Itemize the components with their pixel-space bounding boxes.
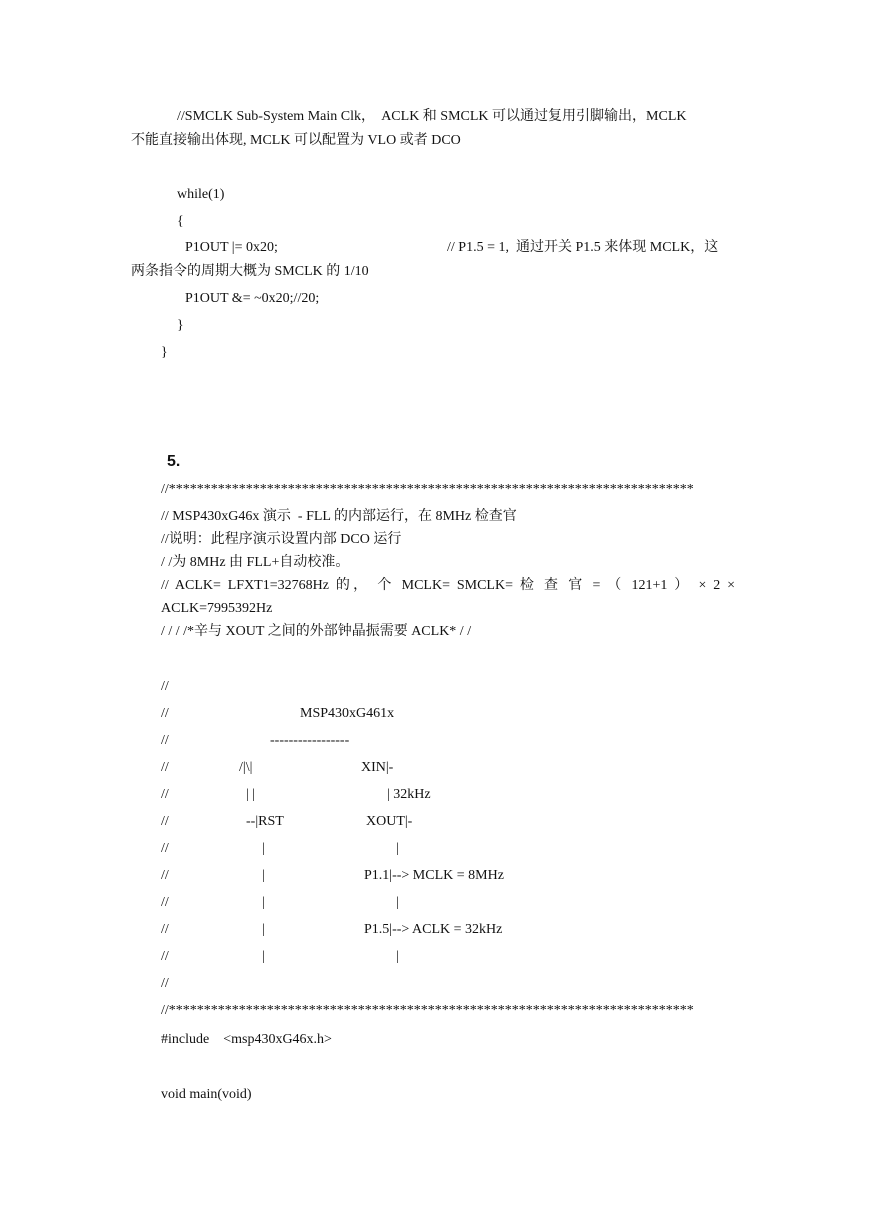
- diagram-p11-mclk: P1.1|--> MCLK = 8MHz: [364, 868, 504, 883]
- desc-line1: // MSP430xG46x 演示 - FLL 的内部运行，在 8MHz 检查官: [161, 509, 517, 524]
- open-brace: {: [177, 214, 184, 229]
- diagram-rst-symbol: /|\|: [239, 760, 253, 775]
- desc-line4: // ACLK= LFXT1=32768Hz 的， 个 MCLK= SMCLK= 检 查 官 = （ 121+1 ） × 2 ×: [161, 578, 735, 593]
- diagram-pipes: | |: [246, 787, 256, 802]
- close-brace: }: [177, 318, 184, 333]
- diagram-line: //: [161, 787, 169, 802]
- diagram-line: //: [161, 949, 169, 964]
- desc-line4-cont: ACLK=7995392Hz: [161, 601, 273, 616]
- diagram-bar: |: [262, 841, 265, 856]
- desc-line5: / / / /*辛与 XOUT 之间的外部钟晶振需要 ACLK* / /: [161, 624, 472, 639]
- diagram-p15-aclk: P1.5|--> ACLK = 32kHz: [364, 922, 503, 937]
- diagram-chip-top: -----------------: [270, 733, 350, 748]
- diagram-line: //: [161, 814, 169, 829]
- diagram-line: //: [161, 706, 169, 721]
- diagram-line: //: [161, 895, 169, 910]
- diagram-32khz: | 32kHz: [387, 787, 431, 802]
- footer-stars: //***************************************************************************: [161, 1003, 694, 1018]
- stmt-set-comment-cont: 两条指令的周期大概为 SMCLK 的 1/10: [131, 264, 369, 279]
- diagram-line: //: [161, 679, 169, 694]
- header-stars: //***************************************************************************: [161, 482, 694, 497]
- stmt-clear-p1out: P1OUT &= ~0x20;//20;: [185, 291, 320, 306]
- diagram-line: //: [161, 841, 169, 856]
- stmt-set-p1out: P1OUT |= 0x20;: [185, 240, 278, 255]
- diagram-rst: --|RST: [246, 814, 284, 829]
- diagram-xout: XOUT|-: [366, 814, 413, 829]
- desc-line2: //说明：此程序演示设置内部 DCO 运行: [161, 532, 402, 547]
- diagram-bar: |: [396, 841, 399, 856]
- intro-comment-line1: //SMCLK Sub-System Main Clk， ACLK 和 SMCLK 可以通过复用引脚输出，MCLK: [177, 109, 687, 124]
- desc-line3: / /为 8MHz 由 FLL+自动校准。: [161, 555, 350, 570]
- main-function-signature: void main(void): [161, 1087, 252, 1102]
- stmt-set-comment: // P1.5 = 1, 通过开关 P1.5 来体现 MCLK，这: [447, 240, 719, 255]
- diagram-bar: |: [262, 895, 265, 910]
- outer-close-brace: }: [161, 345, 168, 360]
- include-directive: #include <msp430xG46x.h>: [161, 1032, 332, 1047]
- diagram-bar: |: [262, 922, 265, 937]
- diagram-line: //: [161, 922, 169, 937]
- diagram-bar: |: [396, 949, 399, 964]
- while-statement: while(1): [177, 187, 225, 202]
- diagram-bar: |: [262, 949, 265, 964]
- diagram-line: //: [161, 733, 169, 748]
- diagram-line: //: [161, 976, 169, 991]
- diagram-bar: |: [396, 895, 399, 910]
- diagram-chip-name: MSP430xG461x: [300, 706, 395, 721]
- diagram-line: //: [161, 760, 169, 775]
- diagram-xin: XIN|-: [361, 760, 394, 775]
- intro-comment-line2: 不能直接输出体现, MCLK 可以配置为 VLO 或者 DCO: [131, 133, 461, 148]
- section-number: 5.: [167, 453, 181, 470]
- diagram-bar: |: [262, 868, 265, 883]
- diagram-line: //: [161, 868, 169, 883]
